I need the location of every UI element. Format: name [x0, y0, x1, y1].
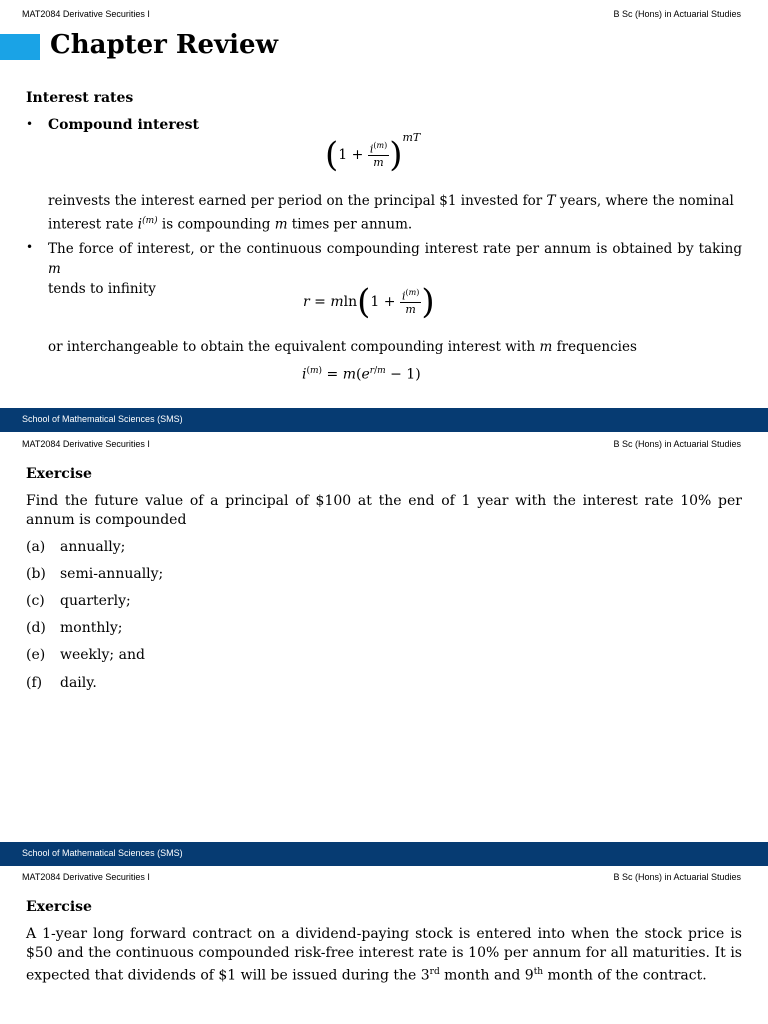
page-header	[0, 4, 768, 22]
program-title: B Sc (Hons) in Actuarial Studies	[613, 439, 741, 449]
program-title: B Sc (Hons) in Actuarial Studies	[613, 872, 741, 882]
bullet-marker: •	[26, 117, 34, 131]
title-accent-bar	[0, 34, 40, 60]
exercise-question: A 1-year long forward contract on a dividend-paying stock is entered into when the stock price is $50 and the continuous compounded risk-free interest rate is 10% per annum for all maturities. It is expected that dividends of $1 will be issued during the 3rd month and 9th month of the contract.	[26, 926, 742, 984]
section-heading: Interest rates	[26, 90, 134, 106]
course-title: MAT2084 Derivative Securities I	[22, 9, 150, 19]
bullet2-description: The force of interest, or the continuous compounding interest rate per annum is obtained by taking m tends to infinity	[48, 241, 742, 297]
option-item: (c) quarterly;	[26, 593, 131, 609]
exercise-heading: Exercise	[26, 466, 92, 482]
school-name: School of Mathematical Sciences (SMS)	[22, 848, 183, 858]
option-item: (d) monthly;	[26, 620, 123, 636]
option-item: (b) semi-annually;	[26, 566, 164, 582]
bullet1-description: reinvests the interest earned per period on the principal $1 invested for T years, where the nominal interest rate $i^{(m)}$ is compounding m times per annum.	[48, 193, 734, 233]
exercise-question: Find the future value of a principal of $100 at the end of 1 year with the interest rate 10% per annum is compounded	[26, 493, 742, 528]
page-footer	[0, 842, 768, 866]
equivalent-rate-text: or interchangeable to obtain the equivalent compounding interest with m frequencies	[48, 339, 637, 355]
course-title: MAT2084 Derivative Securities I	[22, 439, 150, 449]
page-header	[0, 434, 768, 452]
bullet-label: Compound interest	[48, 117, 199, 133]
option-item: (e) weekly; and	[26, 647, 145, 663]
program-title: B Sc (Hons) in Actuarial Studies	[613, 9, 741, 19]
option-item: (f) daily.	[26, 675, 97, 691]
option-item: (a) annually;	[26, 539, 126, 555]
equivalent-rate-formula: $i^{(m)} = m(e^{r/m} - 1)$	[302, 366, 421, 383]
compound-formula: (1 + $\frac{i^{(m)}}{m}$ )$^{mT}$	[325, 131, 421, 175]
page-header	[0, 867, 768, 885]
bullet-marker: •	[26, 240, 34, 254]
force-of-interest-formula: r = mln(1 + $\frac{i^{(m)}}{m}$ )	[303, 282, 435, 322]
page-footer	[0, 408, 768, 432]
page-title: Chapter Review	[50, 30, 278, 60]
school-name: School of Mathematical Sciences (SMS)	[22, 414, 183, 424]
course-title: MAT2084 Derivative Securities I	[22, 872, 150, 882]
exercise-heading: Exercise	[26, 899, 92, 915]
